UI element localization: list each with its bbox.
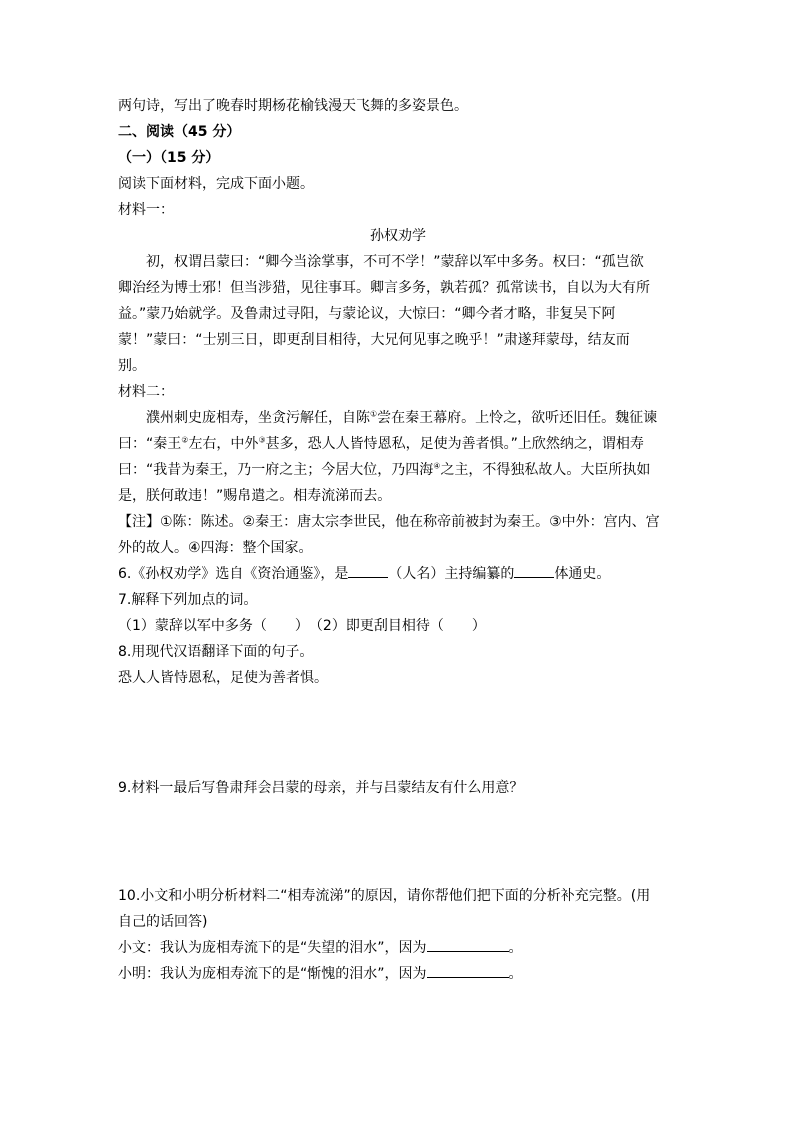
- answer-blank[interactable]: [348, 563, 388, 578]
- passage-text: 之主，不得独私故人。大臣所执如: [440, 462, 651, 478]
- question-10: 自己的话回答): [118, 914, 208, 930]
- subsection-heading-one: （一）（15 分）: [118, 150, 220, 166]
- question-text: 小文：我认为庞相寿流下的是“失望的泪水”，因为: [118, 940, 427, 956]
- question-10-xiaowen: [118, 935, 678, 961]
- question-8-sentence: 恐人人皆恃恩私，足使为善者惧。: [118, 670, 328, 686]
- question-text: （人名）主持编纂的: [388, 566, 515, 582]
- answer-space[interactable]: [118, 801, 678, 883]
- footnote-marker: ③: [258, 435, 266, 445]
- passage-one-line: 别。: [118, 358, 146, 374]
- question-8: 8.用现代汉语翻译下面的句子。: [118, 644, 314, 660]
- question-text: 体通史。: [554, 566, 611, 582]
- question-7: 7.解释下列加点的词。: [118, 592, 258, 608]
- passage-text: 濮州刺史庞相寿，坐贪污解任，自陈: [146, 410, 370, 426]
- question-10-xiaoming: [118, 961, 678, 987]
- footnote-marker: ④: [433, 461, 441, 471]
- passage-one-line: 卿治经为博士邪！但当涉猎，见往事耳。卿言多务，孰若孤？孤常读书，自以为大有所: [118, 280, 650, 296]
- instruction-line: 阅读下面材料，完成下面小题。: [118, 176, 314, 192]
- question-6: [118, 561, 678, 587]
- section-heading-reading: 二、阅读（45 分）: [118, 124, 241, 140]
- answer-blank[interactable]: [427, 963, 509, 978]
- question-9: 9.材料一最后写鲁肃拜会吕蒙的母亲，并与吕蒙结友有什么用意？: [118, 780, 524, 796]
- passage-text: 尝在秦王幕府。上怜之，欲听还旧任。魏征谏: [377, 410, 658, 426]
- passage-two-line: [118, 457, 678, 483]
- answer-blank[interactable]: [514, 563, 554, 578]
- question-text: 。: [508, 940, 523, 956]
- footnote-marker: ①: [370, 409, 378, 419]
- material-one-label: 材料一：: [118, 202, 174, 218]
- footnote-marker: ②: [181, 435, 189, 445]
- passage-text: 曰：“我昔为秦王，乃一府之主；今居大位，乃四海: [118, 462, 434, 478]
- passage-text: 曰：“秦王: [118, 436, 182, 452]
- passage-one-line: 蒙！”蒙曰：“士别三日，即更刮目相待，大兄何见事之晚乎！”肃遂拜蒙母，结友而: [118, 332, 630, 348]
- passage-one-line: 益。”蒙乃始就学。及鲁肃过寻阳，与蒙论议，大惊曰：“卿今者才略，非复吴下阿: [118, 306, 616, 322]
- passage-two-line: 是，朕何敢违！”赐帛遣之。相寿流涕而去。: [118, 488, 392, 504]
- passage-two-line: [118, 405, 678, 431]
- question-7-items: （1）蒙辞以军中多务（ ） （2）即更刮目相待（ ）: [118, 618, 486, 634]
- passage-two-line: [118, 431, 678, 457]
- answer-blank[interactable]: [427, 937, 509, 952]
- material-two-label: 材料二：: [118, 384, 174, 400]
- passage-one-line: 初，权谓吕蒙曰：“卿今当涂掌事，不可不学！”蒙辞以军中多务。权曰：“孤岂欲: [146, 254, 644, 270]
- answer-space[interactable]: [118, 691, 678, 775]
- passage-text: 左右，中外: [188, 436, 259, 452]
- question-text: 。: [508, 966, 523, 982]
- question-text: 6.《孙权劝学》选自《资治通鉴》，是: [118, 566, 349, 582]
- notes-line: 外的故人。④四海：整个国家。: [118, 540, 313, 556]
- poem-summary-line: 两句诗，写出了晚春时期杨花榆钱漫天飞舞的多姿景色。: [118, 98, 468, 114]
- passage-text: 甚多，恐人人皆恃恩私，足使为善者惧。”上欣然纳之，谓相寿: [265, 436, 644, 452]
- question-text: 小明：我认为庞相寿流下的是“惭愧的泪水”，因为: [118, 966, 427, 982]
- document-body: [118, 93, 678, 987]
- question-10: 10.小文和小明分析材料二“相寿流涕”的原因，请你帮他们把下面的分析补充完整。(用: [118, 888, 651, 904]
- notes-line: 【注】①陈：陈述。②秦王：唐太宗李世民，他在称帝前被封为秦王。③中外：宫内、宫: [118, 514, 660, 530]
- passage-title: 孙权劝学: [370, 228, 426, 244]
